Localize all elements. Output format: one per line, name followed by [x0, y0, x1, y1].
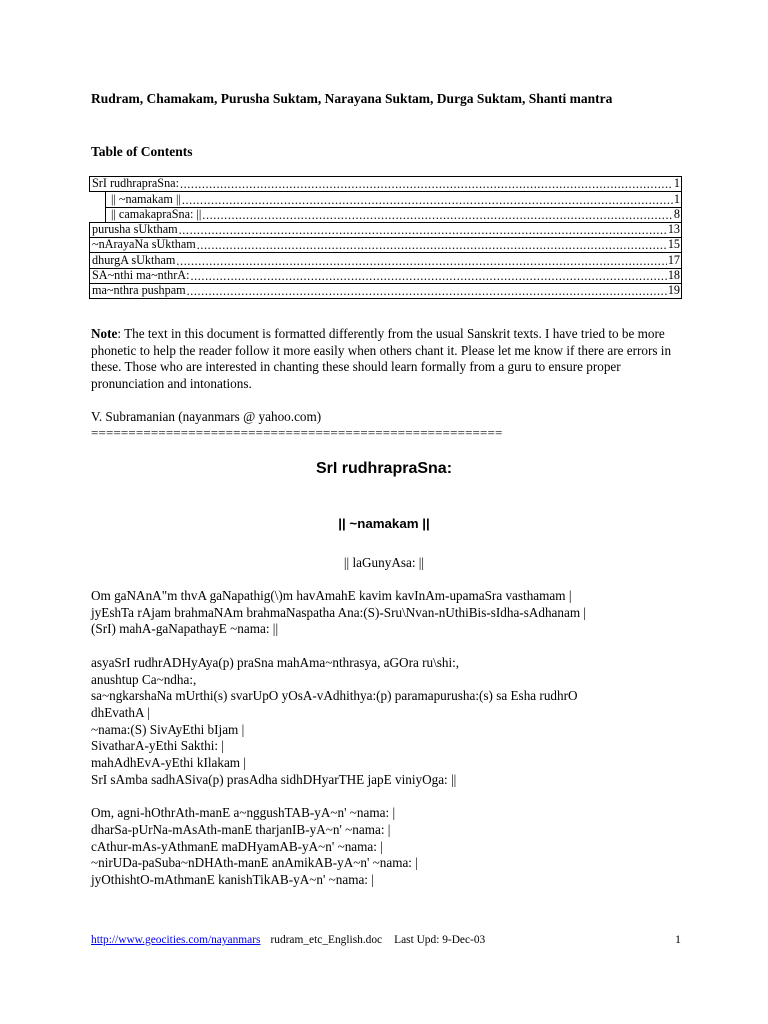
footer-updated: Last Upd: 9-Dec-03 — [394, 934, 486, 946]
toc-entry[interactable] — [89, 222, 682, 238]
laguny-heading: || laGunyAsa: || — [343, 555, 425, 570]
verse-line: jyOthishtO-mAthmanE kanishTikAB-yA~n' ~nama: | — [91, 871, 374, 887]
footer-link[interactable]: http://www.geocities.com/nayanmars — [91, 934, 261, 946]
toc-entry-page: 17 — [667, 252, 680, 267]
verse-gap — [91, 788, 691, 805]
table-of-contents — [89, 177, 682, 299]
verse-text — [91, 588, 691, 889]
footer-page-number: 1 — [675, 932, 681, 946]
verse-line: Om, agni-hOthrAth-manE a~nggushTAB-yA~n' ~nama: | — [91, 805, 396, 821]
verse-line: ~nama:(S) SivAyEthi bIjam | — [91, 721, 245, 737]
toc-leader-dots — [190, 269, 666, 283]
toc-entry-page: 15 — [667, 237, 680, 252]
toc-entry[interactable] — [89, 268, 682, 284]
toc-entry[interactable] — [89, 283, 682, 299]
toc-leader-dots — [187, 284, 667, 298]
toc-entry-label: || camakapraSna: || — [111, 206, 202, 221]
verse-gap — [91, 638, 691, 655]
verse-line: sa~ngkarshaNa mUrthi(s) svarUpO yOsA-vAdhithya:(p) paramapurusha:(s) sa Esha rudhrO — [91, 688, 578, 704]
toc-leader-dots — [182, 193, 673, 207]
author-line: V. Subramanian (nayanmars @ yahoo.com) — [91, 409, 322, 424]
toc-entry-label: ma~nthra pushpam — [92, 283, 186, 298]
toc-entry-page: 8 — [673, 206, 680, 221]
toc-entry-label: purusha sUktham — [92, 222, 178, 237]
note-paragraph — [91, 326, 681, 392]
toc-leader-dots — [180, 177, 673, 191]
document-title: Rudram, Chamakam, Purusha Suktam, Narayana Suktam, Durga Suktam, Shanti mantra — [91, 91, 613, 106]
toc-leader-dots — [179, 223, 667, 237]
toc-entry[interactable] — [89, 252, 682, 268]
verse-line: SivatharA-yEthi Sakthi: | — [91, 738, 225, 754]
verse-line: cAthur-mAs-yAthmanE maDHyamAB-yA~n' ~nama: | — [91, 838, 383, 854]
toc-leader-dots — [197, 238, 667, 252]
toc-entry-page: 19 — [667, 283, 680, 298]
separator-line: ======================================================= — [91, 425, 503, 440]
verse-line: dhEvathA | — [91, 704, 150, 720]
toc-entry-label: dhurgA sUktham — [92, 252, 176, 267]
toc-entry-page: 1 — [673, 191, 680, 206]
toc-entry-label: ~nArayaNa sUktham — [92, 237, 196, 252]
toc-entry-label: || ~namakam || — [111, 191, 181, 206]
toc-entry-page: 13 — [667, 222, 680, 237]
note-text: : The text in this document is formatted differently from the usual Sanskrit texts. I have tried to be more phonetic to help the reader follow it more easily when others chant it. Please let me know if there are errors in these. Those who are interested in chanting these should learn formally from a guru to ensure proper pronunciation and intonations. — [91, 326, 672, 391]
section-title: SrI rudhrapraSna: — [315, 460, 453, 477]
toc-entry-page: 1 — [673, 176, 680, 191]
toc-entry-label: SA~nthi ma~nthrA: — [92, 268, 190, 283]
page-footer — [91, 932, 681, 947]
verse-line: ~nirUDa-paSuba~nDHAth-manE anAmikAB-yA~n' ~nama: | — [91, 855, 418, 871]
verse-line: (SrI) mahA-gaNapathayE ~nama: || — [91, 621, 279, 637]
note-label: Note — [91, 326, 118, 341]
toc-entry[interactable] — [89, 176, 682, 192]
toc-entry[interactable] — [89, 237, 682, 253]
toc-entry[interactable] — [105, 191, 682, 207]
verse-line: dharSa-pUrNa-mAsAth-manE tharjanIB-yA~n' ~nama: | — [91, 821, 391, 837]
toc-entry-label: SrI rudhrapraSna: — [92, 176, 179, 191]
verse-line: anushtup Ca~ndha:, — [91, 671, 197, 687]
toc-leader-dots — [176, 254, 666, 268]
toc-heading: Table of Contents — [91, 144, 193, 159]
verse-line: asyaSrI rudhrADHyAya(p) praSna mahAma~nthrasya, aGOra ru\shi:, — [91, 654, 460, 670]
toc-entry[interactable] — [105, 207, 682, 223]
footer-filename: rudram_etc_English.doc — [270, 934, 383, 946]
verse-line: jyEshTa rAjam brahmaNAm brahmaNaspatha Ana:(S)-Sru\Nvan-nUthiBis-sIdha-sAdhanam | — [91, 604, 587, 620]
toc-entry-page: 18 — [667, 268, 680, 283]
toc-leader-dots — [202, 208, 673, 222]
verse-line: Om gaNAnA"m thvA gaNapathig(\)m havAmahE kavim kavInAm-upamaSra vasthamam | — [91, 588, 572, 603]
verse-line: mahAdhEvA-yEthi kIlakam | — [91, 755, 246, 771]
section-subtitle: || ~namakam || — [338, 516, 430, 531]
verse-line: SrI sAmba sadhASiva(p) prasAdha sidhDHyarTHE japE viniyOga: || — [91, 771, 457, 787]
